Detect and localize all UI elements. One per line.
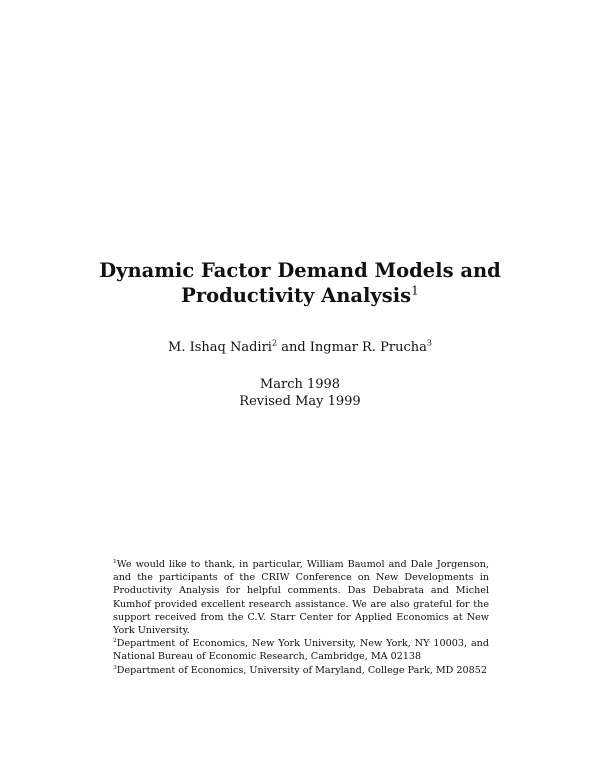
- footnotes: [113, 558, 489, 677]
- date-block: [0, 376, 600, 410]
- paper-title: [0, 258, 600, 308]
- author-prucha: Ingmar R. Prucha: [309, 340, 427, 355]
- author-line: [0, 340, 600, 356]
- original-date: March 1998: [259, 377, 341, 392]
- footnote-2-text: Department of Economics, New York University, New York, NY 10003, and National Bureau of Economic Research, Cambridge, MA 02138: [113, 638, 489, 663]
- title-line-2: Productivity Analysis: [181, 284, 412, 307]
- title-line-1: Dynamic Factor Demand Models and: [99, 259, 501, 282]
- footnote-3: [113, 664, 489, 677]
- footnote-1: [113, 558, 489, 637]
- author-nadiri-mark: 2: [271, 338, 278, 348]
- author-prucha-mark: 3: [426, 338, 432, 348]
- footnote-1-mark: 1: [113, 557, 117, 565]
- footnote-2-mark: 2: [113, 637, 117, 645]
- footnote-3-text: Department of Economics, University of Maryland, College Park, MD 20852: [116, 664, 487, 676]
- author-nadiri: M. Ishaq Nadiri: [168, 340, 272, 355]
- footnote-2: [113, 637, 489, 663]
- revised-date: Revised May 1999: [239, 394, 361, 409]
- footnote-3-mark: 3: [113, 663, 117, 671]
- footnote-1-text: We would like to thank, in particular, William Baumol and Dale Jorgenson, and the participants of the CRIW Conference on New Developments in Productivity Analysis for helpful comments. Das Debabrata and Michel Kumhof provided excellent research assistance. We are also grateful for the support received from the C.V. Starr Center for Applied Economics at New York University.: [113, 559, 489, 637]
- author-conjunction: and: [277, 340, 310, 355]
- title-footnote-mark: 1: [411, 283, 419, 298]
